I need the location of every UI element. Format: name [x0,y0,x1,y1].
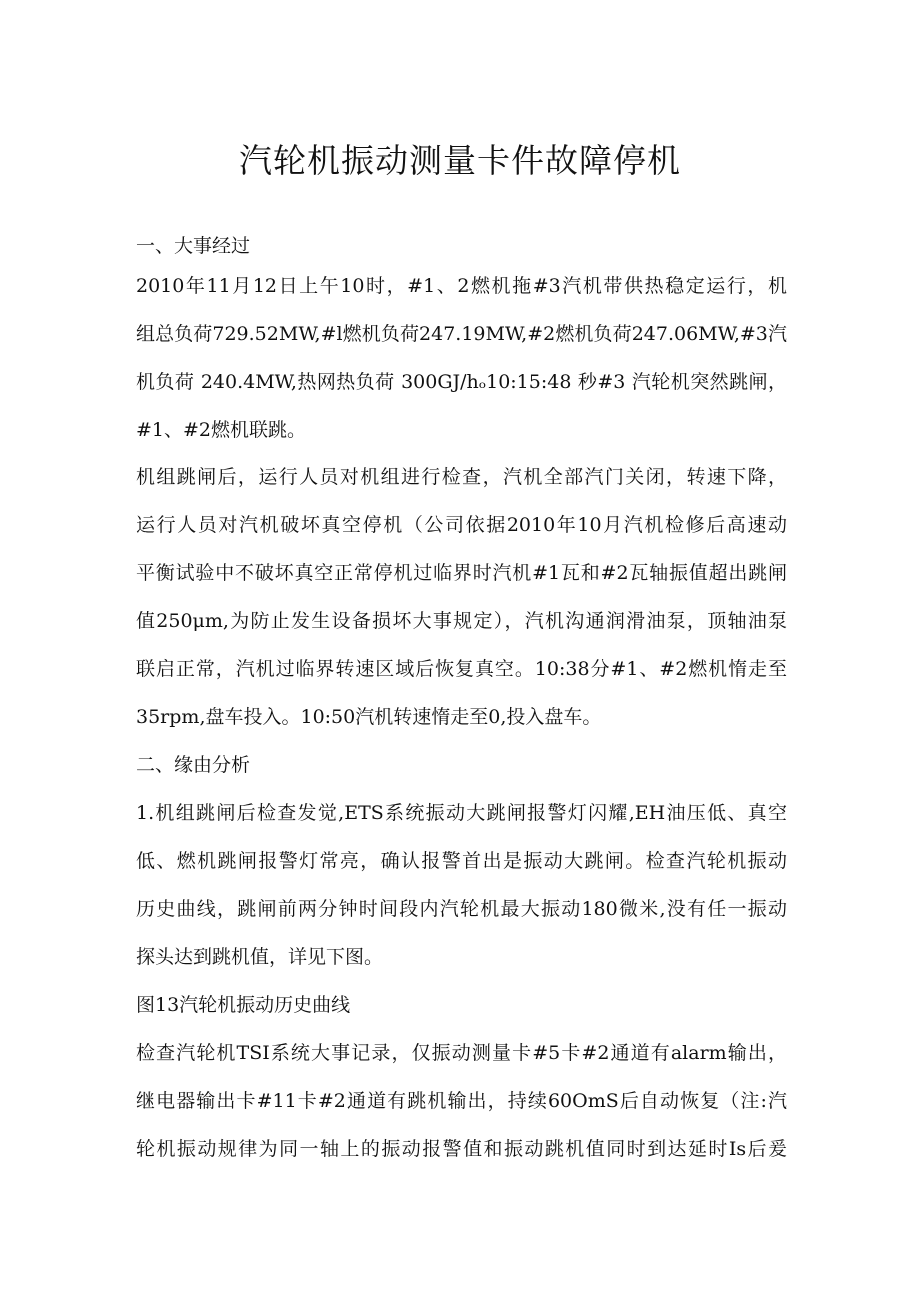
text-line: 一、大事经过 [136,235,251,257]
text-line: 2010年11月12日上午10时，#1、2燃机拖#3汽机带供热稳定运行，机 [136,275,787,297]
text-line: 平衡试验中不破坏真空正常停机过临界时汽机#1瓦和#2瓦轴振值超出跳闸 [136,562,787,584]
text-line: 探头达到跳机值，详见下图。 [136,946,384,968]
text-line: 联启正常，汽机过临界转速区域后恢复真空。10:38分#1、#2燃机惰走至 [136,658,787,680]
text-line: 机负荷 240.4MW,热网热负荷 300GJ∕hₒ10:15:48 秒#3 汽轮机突然跳闸， [136,371,787,393]
text-line: 继电器输出卡#11卡#2通道有跳机输出，持续60OmS后自动恢复（注:汽 [136,1090,787,1112]
text-line: 检查汽轮机TSI系统大事记录，仅振动测量卡#5卡#2通道有alarm输出， [136,1042,787,1064]
paragraph-analysis-1 [136,789,787,981]
text-line: 低、燃机跳闸报警灯常亮，确认报警首出是振动大跳闸。检查汽轮机振动 [136,850,787,872]
paragraph-event-description [136,262,787,454]
figure-caption [136,981,787,1029]
text-line: 轮机振动规律为同一轴上的振动报警值和振动跳机值同时到达延时Is后爰 [136,1138,787,1160]
text-line: 35rpm,盘车投入。10:50汽机转速惰走至0,投入盘车。 [136,706,602,728]
paragraph-tsi-records [136,1029,787,1173]
text-line: #1、#2燃机联跳。 [136,419,307,441]
text-line: 历史曲线，跳闸前两分钟时间段内汽轮机最大振动180微米,没有任一振动 [136,898,787,920]
text-line: 运行人员对汽机破坏真空停机（公司依据2010年10月汽机检修后高速动 [136,514,787,536]
text-line: 1.机组跳闸后检查发觉,ETS系统振动大跳闸报警灯闪耀,EH油压低、真空 [136,802,787,824]
text-line: 机组跳闸后，运行人员对机组进行检查，汽机全部汽门关闭，转速下降， [136,466,787,488]
section-heading-analysis [136,741,787,789]
document-title: 汽轮机振动测量卡件故障停机 [239,141,681,180]
paragraph-shutdown-actions [136,453,787,741]
text-line: 图13汽轮机振动历史曲线 [136,994,351,1016]
text-line: 组总负荷729.52MW,#l燃机负荷247.19MW,#2燃机负荷247.06MW,#3汽 [136,323,787,345]
text-line: 二、缘由分析 [136,754,251,776]
text-line: 值250μm,为防止发生设备损坏大事规定），汽机沟通润滑油泵，顶轴油泵 [136,610,787,632]
